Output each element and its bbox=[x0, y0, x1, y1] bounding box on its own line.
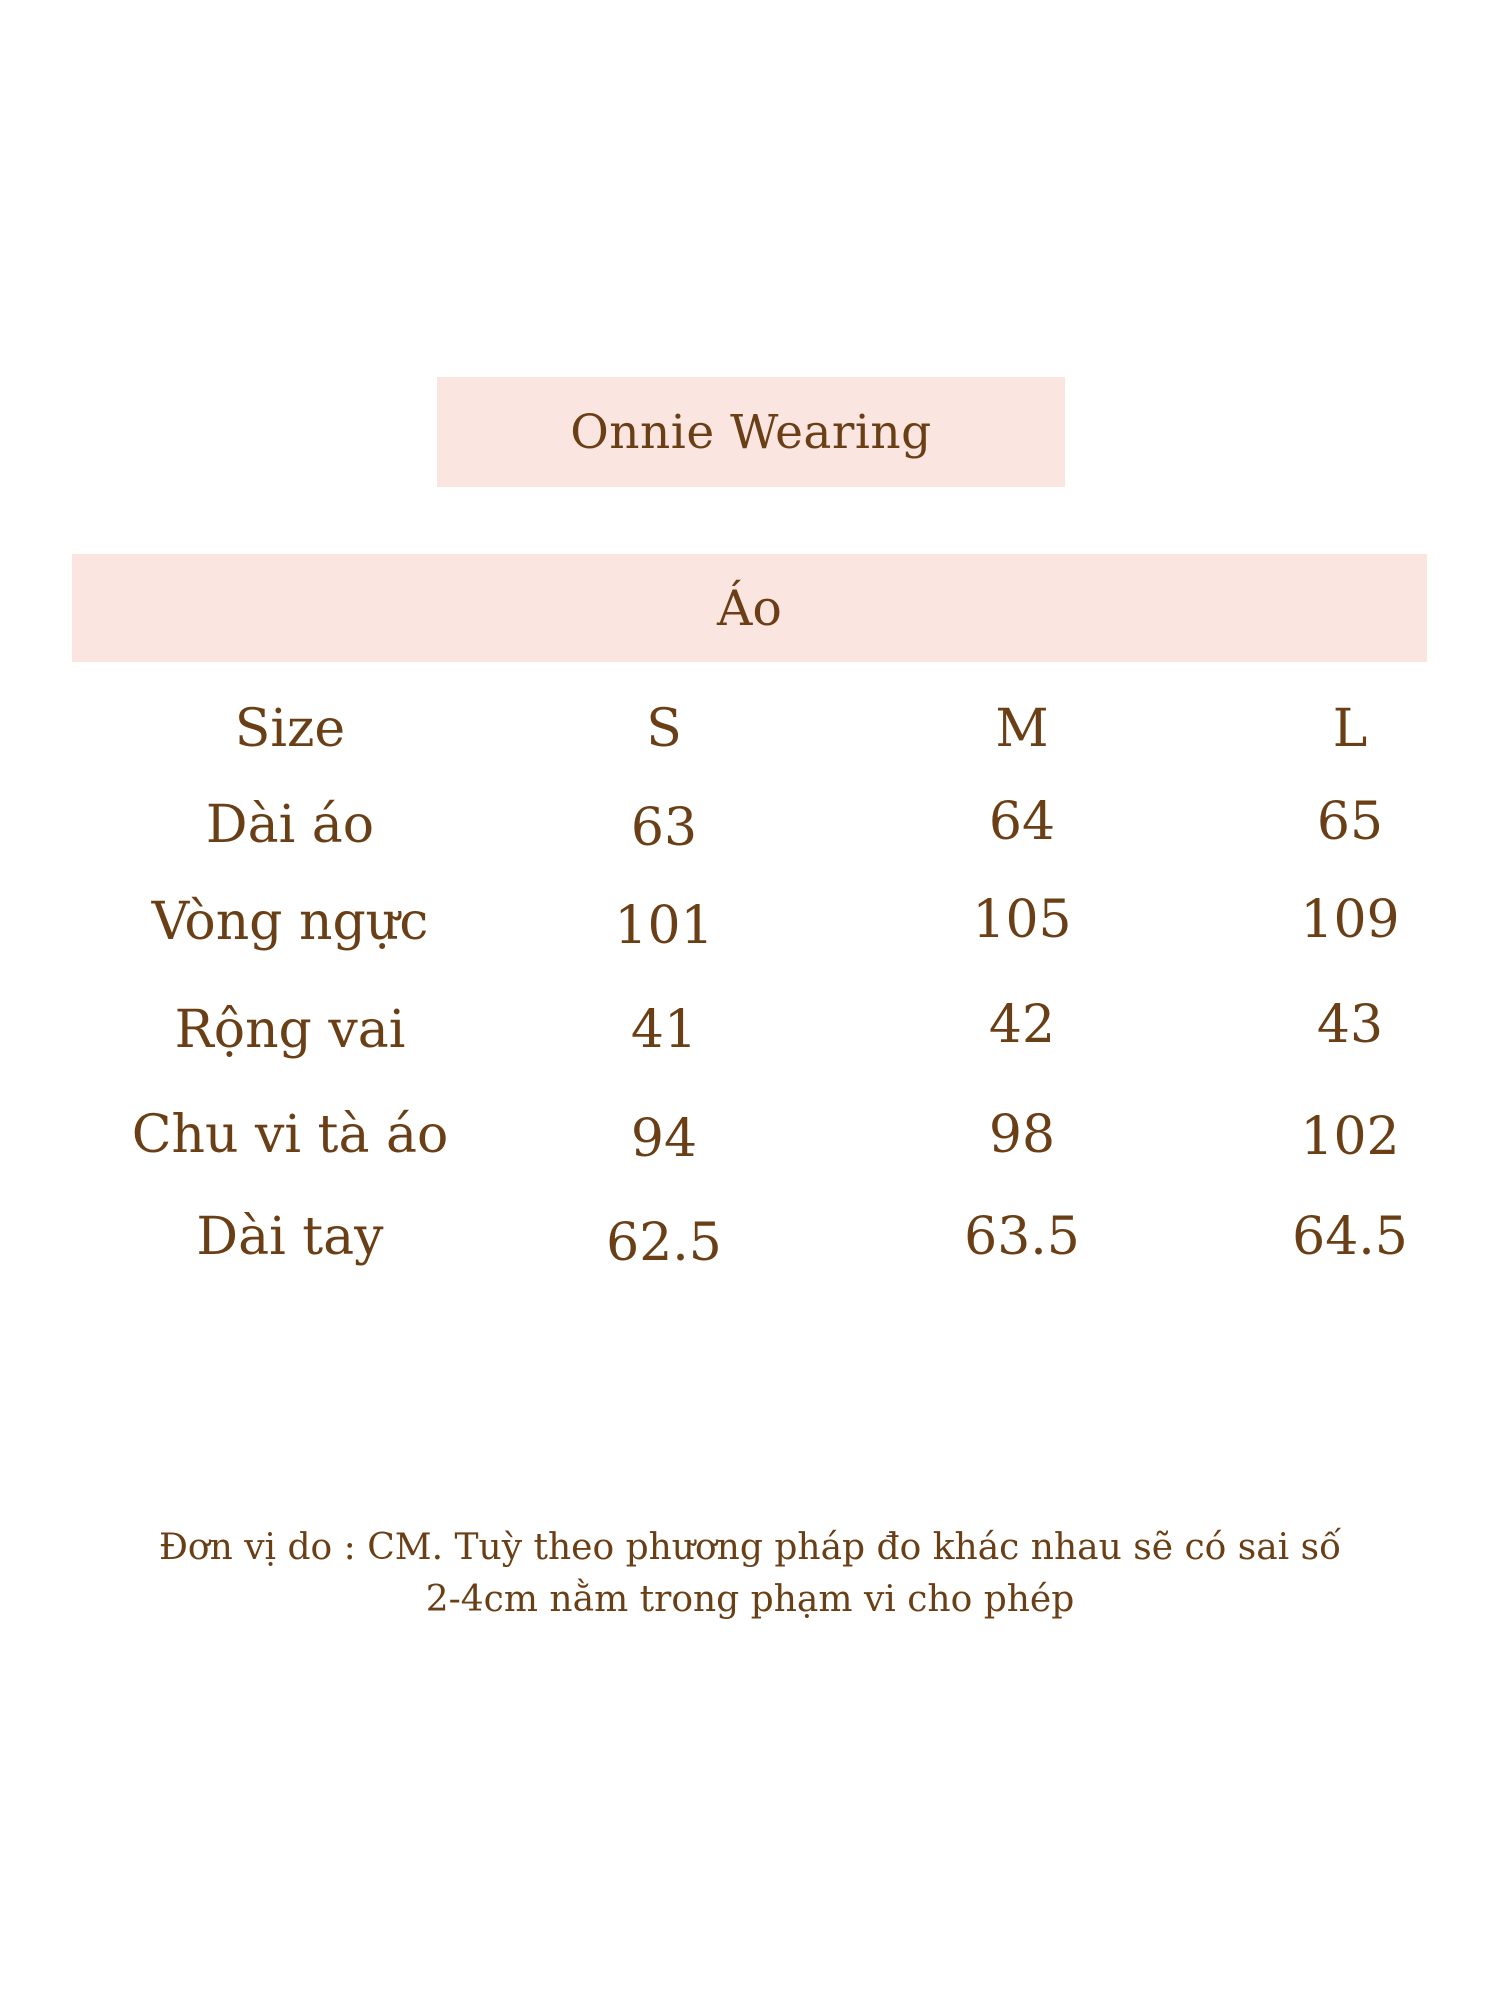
note-line-1: Đơn vị do : CM. Tuỳ theo phương pháp đo khác nhau sẽ có sai số bbox=[158, 1527, 1342, 1568]
cell-vong-nguc-l: 109 bbox=[1300, 890, 1400, 950]
row-label-rong-vai: Rộng vai bbox=[174, 1000, 406, 1060]
cell-dai-tay-m: 63.5 bbox=[964, 1207, 1080, 1267]
cell-dai-tay-s: 62.5 bbox=[606, 1213, 722, 1273]
header-size-m: M bbox=[995, 699, 1049, 759]
cell-rong-vai-s: 41 bbox=[630, 1000, 698, 1060]
cell-rong-vai-l: 43 bbox=[1316, 995, 1384, 1055]
cell-vong-nguc-m: 105 bbox=[972, 890, 1072, 950]
cell-rong-vai-m: 42 bbox=[988, 995, 1056, 1055]
note-line-2: 2-4cm nằm trong phạm vi cho phép bbox=[425, 1579, 1075, 1620]
cell-dai-ao-m: 64 bbox=[988, 792, 1056, 852]
cell-dai-tay-l: 64.5 bbox=[1292, 1207, 1408, 1267]
cell-chu-vi-ta-ao-s: 94 bbox=[630, 1109, 698, 1169]
cell-chu-vi-ta-ao-l: 102 bbox=[1300, 1107, 1400, 1167]
cell-vong-nguc-s: 101 bbox=[614, 896, 714, 956]
header-size-l: L bbox=[1332, 699, 1368, 759]
row-label-dai-ao: Dài áo bbox=[205, 795, 375, 855]
header-size-label: Size bbox=[234, 699, 346, 759]
row-label-chu-vi-ta-ao: Chu vi tà áo bbox=[131, 1105, 449, 1165]
cell-dai-ao-l: 65 bbox=[1316, 792, 1384, 852]
row-label-dai-tay: Dài tay bbox=[196, 1207, 384, 1267]
measurement-note bbox=[0, 1522, 1500, 1626]
row-label-vong-nguc: Vòng ngực bbox=[151, 892, 429, 952]
cell-chu-vi-ta-ao-m: 98 bbox=[988, 1105, 1056, 1165]
header-size-s: S bbox=[646, 699, 682, 759]
section-title: Áo bbox=[72, 554, 1427, 662]
cell-dai-ao-s: 63 bbox=[630, 798, 698, 858]
brand-title: Onnie Wearing bbox=[437, 377, 1065, 487]
